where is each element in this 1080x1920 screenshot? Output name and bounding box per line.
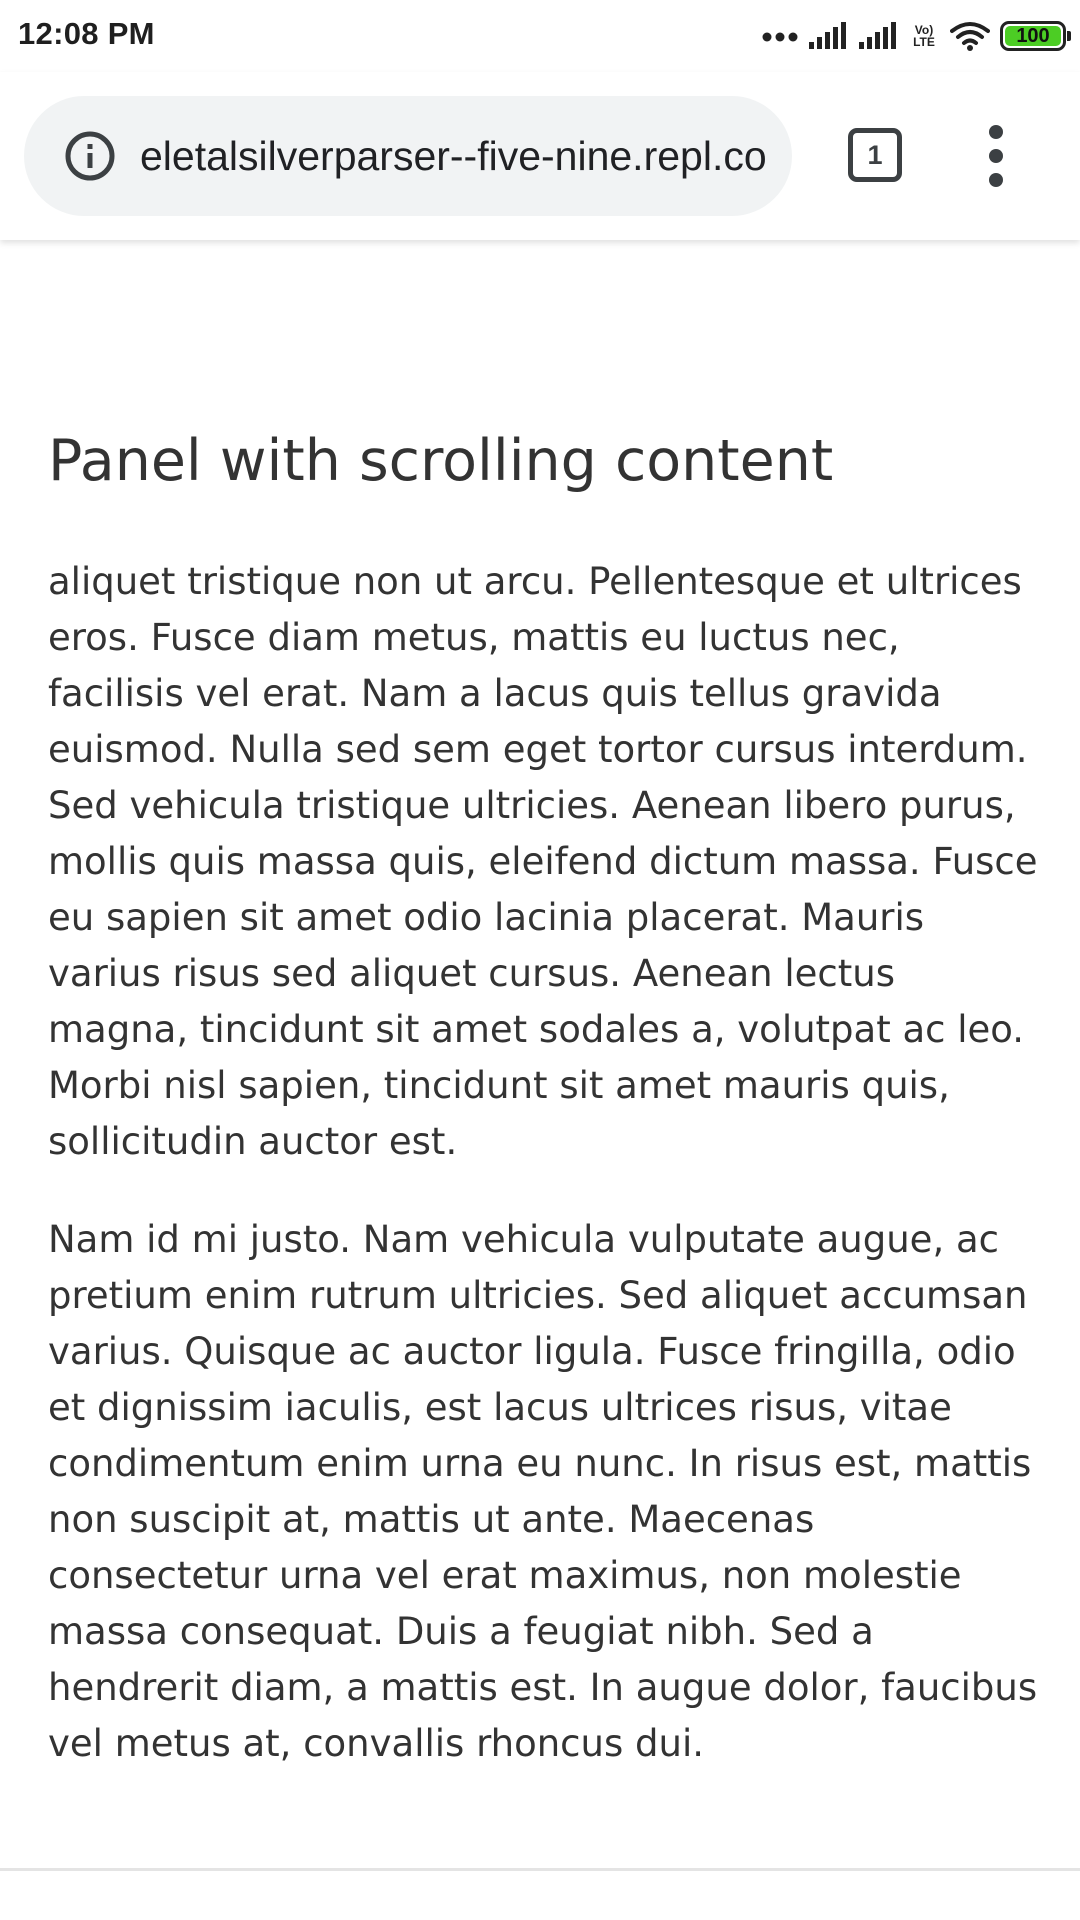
volte-icon: Vo) LTE <box>913 23 935 49</box>
battery-level: 100 <box>1016 25 1050 47</box>
more-vert-icon[interactable] <box>968 122 1024 190</box>
panel-title: Panel with scrolling content <box>48 428 834 494</box>
bottom-divider <box>0 1868 1080 1871</box>
status-time: 12:08 PM <box>18 16 155 51</box>
wifi-icon <box>950 21 990 51</box>
panel-paragraph: aliquet tristique non ut arcu. Pellentesque et ultrices eros. Fusce diam metus, mattis eu luctus nec, facilisis vel erat. Nam a lacus quis tellus gravida euismod. Nulla sed sem eget tortor cursus interdum. Sed vehicula tristique ultricies. Aenean libero purus, mollis quis massa quis, eleifend dictum massa. Fusce eu sapien sit amet odio lacinia placerat. Mauris varius risus sed aliquet cursus. Aenean lectus magna, tincidunt sit amet sodales a, volutpat ac leo. Morbi nisl sapien, tincidunt sit amet mauris quis, sollicitudin auctor est. <box>48 560 1038 1163</box>
signal-icon <box>808 22 848 50</box>
status-bar <box>0 0 1080 72</box>
more-dots-icon <box>762 30 798 42</box>
battery-icon <box>1000 21 1066 51</box>
url-text[interactable]: eletalsilverparser--five-nine.repl.co <box>140 133 767 179</box>
page-content[interactable] <box>0 240 1080 1920</box>
status-icons <box>762 18 1066 54</box>
browser-toolbar <box>0 72 1080 240</box>
address-bar[interactable] <box>24 96 792 216</box>
signal-icon <box>858 22 898 50</box>
panel-paragraph: Nam id mi justo. Nam vehicula vulputate augue, ac pretium enim rutrum ultricies. Sed aliquet accumsan varius. Quisque ac auctor ligula. Fusce fringilla, odio et dignissim iaculis, est lacus ultrices risus, vitae condimentum enim urna eu nunc. In risus est, mattis non suscipit at, mattis ut ante. Maecenas consectetur urna vel erat maximus, non molestie massa consequat. Duis a feugiat nibh. Sed a hendrerit diam, a mattis est. In augue dolor, faucibus vel metus at, convallis rhoncus dui. <box>48 1218 1038 1765</box>
info-icon[interactable] <box>64 130 116 182</box>
tab-switcher-button[interactable]: 1 <box>848 128 902 182</box>
battery-nub <box>1067 31 1071 41</box>
